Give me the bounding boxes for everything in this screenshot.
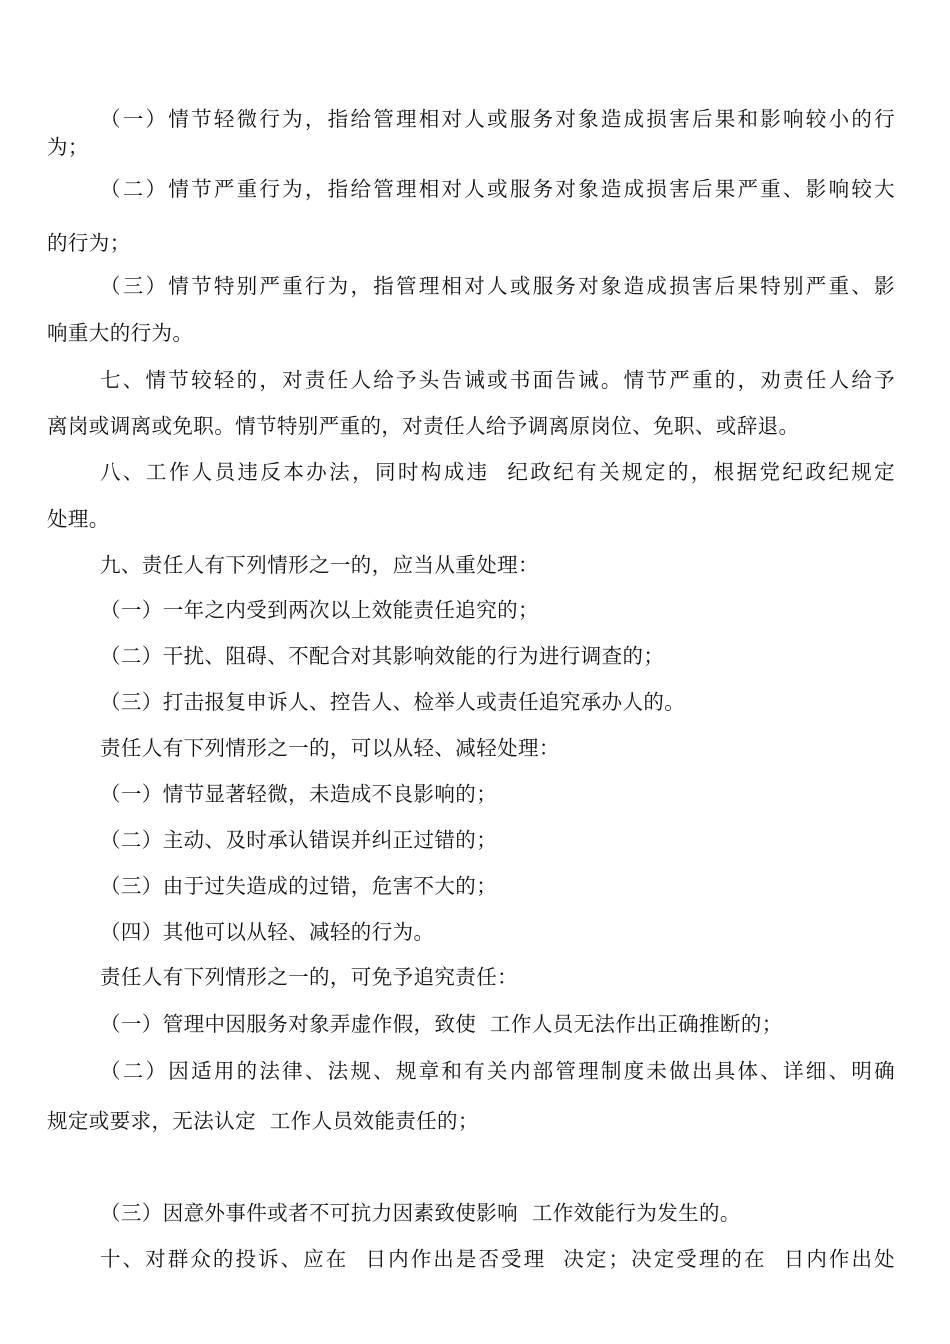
text-line: 的行为； <box>47 231 131 255</box>
text-line: （三）因意外事件或者不可抗力因素致使影响 工作效能行为发生的。 <box>100 1201 741 1225</box>
text-line: （二）干扰、阻碍、不配合对其影响效能的行为进行调查的； <box>100 644 665 668</box>
text-line: （三）由于过失造成的过错，危害不大的； <box>100 874 498 898</box>
text-line: 八、工作人员违反本办法，同时构成违 纪政纪有关规定的，根据党纪政纪规定 <box>100 460 895 484</box>
text-line: （一）情节轻微行为，指给管理相对人或服务对象造成损害后果和影响较小的行 <box>100 107 895 131</box>
text-line: 责任人有下列情形之一的，可以从轻、减轻处理： <box>100 736 560 760</box>
text-line: 规定或要求，无法认定 工作人员效能责任的； <box>47 1109 479 1133</box>
text-line: 七、情节较轻的，对责任人给予头告诫或书面告诫。情节严重的，劝责任人给予 <box>100 368 895 392</box>
text-line: 响重大的行为。 <box>47 321 194 345</box>
text-line: （四）其他可以从轻、减轻的行为。 <box>100 920 435 944</box>
text-line: 责任人有下列情形之一的，可免予追究责任： <box>100 965 518 989</box>
text-line: 为； <box>47 135 89 159</box>
text-line: （二）主动、及时承认错误并纠正过错的； <box>100 828 498 852</box>
text-line: （二）因适用的法律、法规、规章和有关内部管理制度未做出具体、详细、明确 <box>100 1059 895 1083</box>
text-line: 十、对群众的投诉、应在 日内作出是否受理 决定；决定受理的在 日内作出处 <box>100 1247 895 1271</box>
text-line: （三）打击报复申诉人、控告人、检举人或责任追究承办人的。 <box>100 690 686 714</box>
text-line: （一）情节显著轻微，未造成不良影响的； <box>100 782 498 806</box>
text-line: （一）一年之内受到两次以上效能责任追究的； <box>100 598 539 622</box>
text-line: 离岗或调离或免职。情节特别严重的，对责任人给予调离原岗位、免职、或辞退。 <box>47 414 800 438</box>
text-line: 处理。 <box>47 507 110 531</box>
text-line: （二）情节严重行为，指给管理相对人或服务对象造成损害后果严重、影响较大 <box>100 177 895 201</box>
text-line: （一）管理中因服务对象弄虚作假，致使 工作人员无法作出正确推断的； <box>100 1012 783 1036</box>
text-line: 九、责任人有下列情形之一的，应当从重处理： <box>100 553 539 577</box>
text-line: （三）情节特别严重行为，指管理相对人或服务对象造成损害后果特别严重、影 <box>100 274 895 298</box>
